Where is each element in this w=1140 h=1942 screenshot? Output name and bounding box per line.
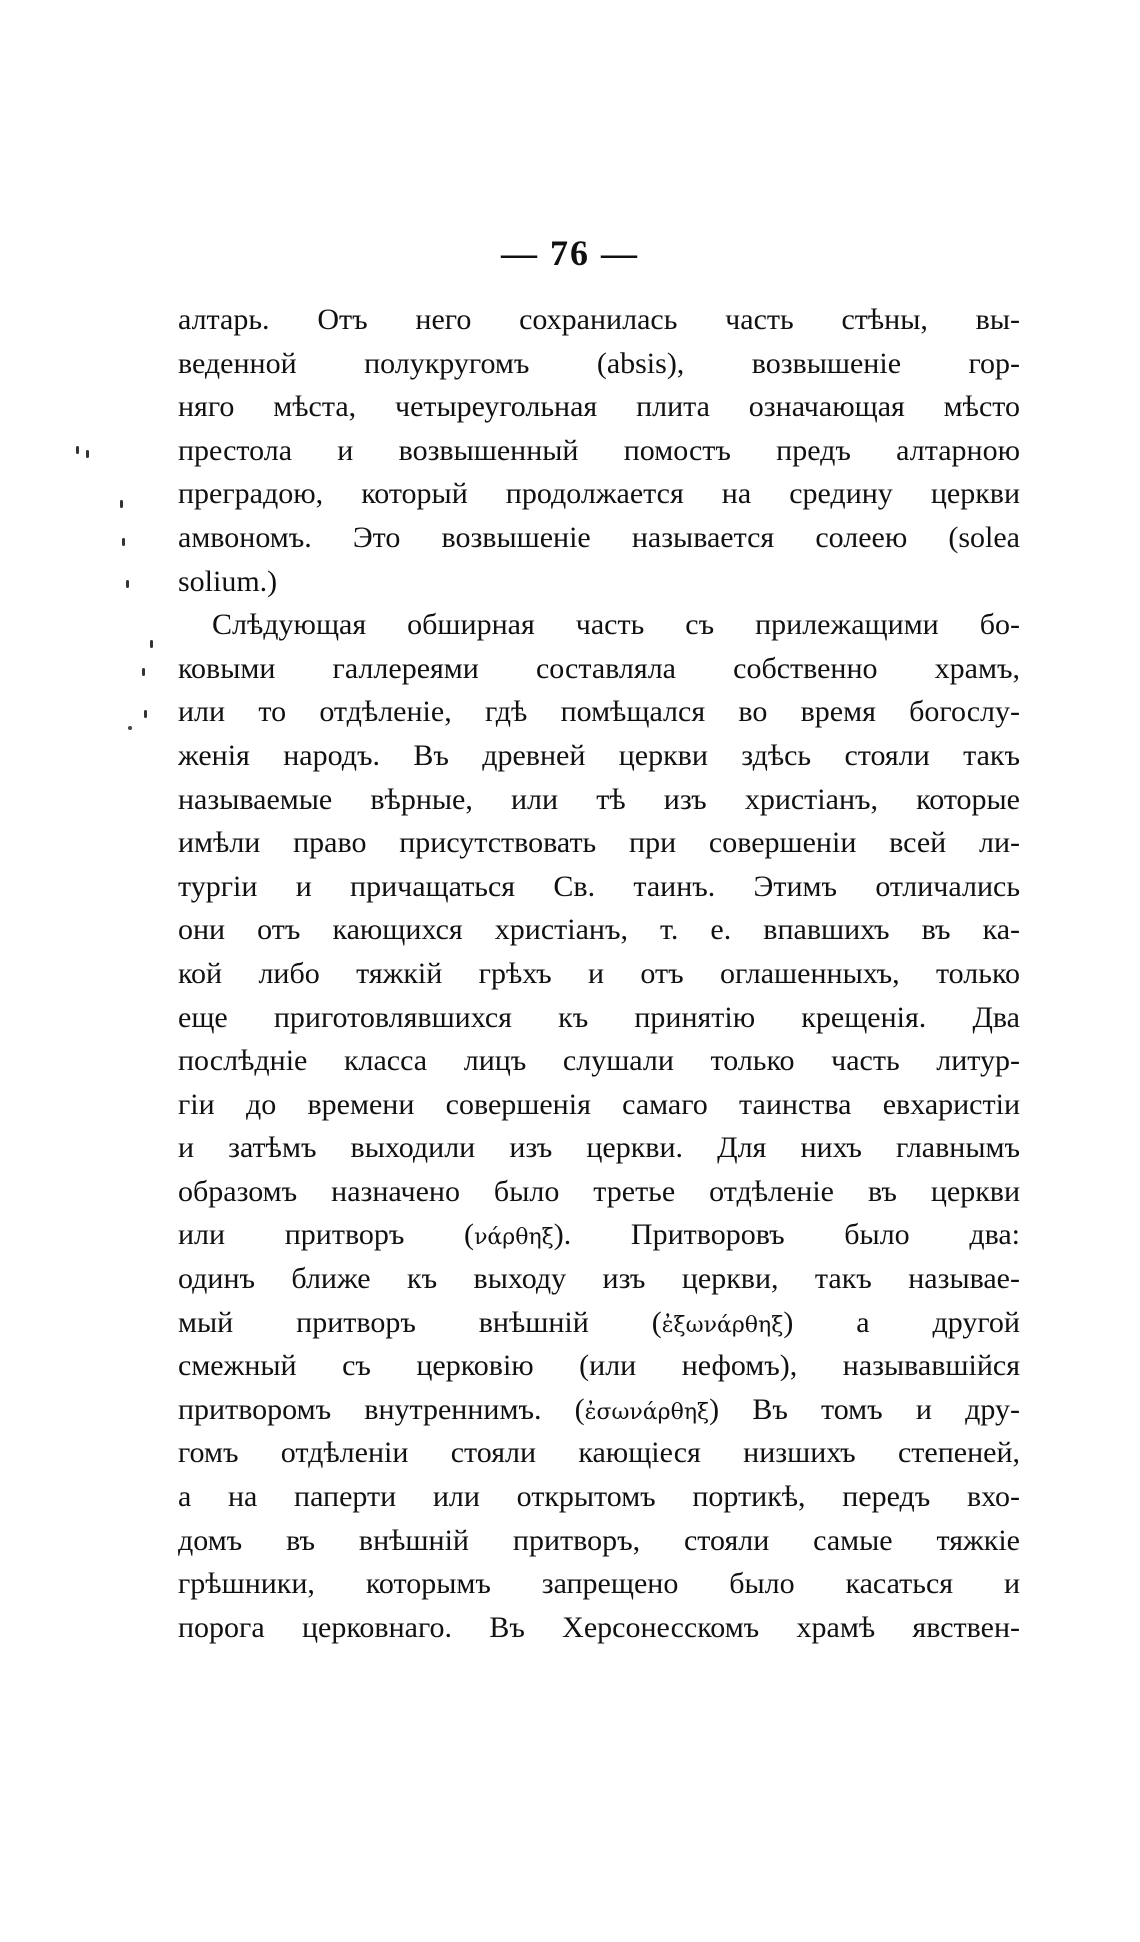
text-line: кой либо тяжкій грѣхъ и отъ оглашенныхъ, только [178,956,1020,990]
text-line: гіи до времени совершенія самаго таинства евхаристіи [178,1087,1020,1121]
text-run: или притворъ ( [178,1218,475,1252]
text-line: преградою, который продолжается на средину церкви [178,477,1020,511]
text-line: грѣшники, которымъ запрещено было касаться и [178,1567,1020,1601]
margin-mark [76,446,79,454]
margin-mark [122,538,125,546]
text-line: еще приготовлявшихся къ принятію крещенія. Два [178,1000,1020,1034]
text-line [178,1301,1020,1345]
text-line [178,1213,1020,1257]
text-line: называемые вѣрные, или тѣ изъ христіанъ, которые [178,782,1020,816]
text-line: тургіи и причащаться Св. таинъ. Этимъ отличались [178,869,1020,903]
text-line: и затѣмъ выходили изъ церкви. Для нихъ главнымъ [178,1131,1020,1165]
text-line: solium.) [178,564,278,598]
margin-mark [120,500,123,508]
paragraph-2 [178,603,1020,1213]
text-run: притворомъ внутреннимъ. ( [178,1392,585,1426]
margin-speck [128,726,132,730]
text-run: ) Въ томъ и дру- [709,1392,1020,1426]
margin-mark [150,640,153,648]
text-line: имѣли право присутствовать при совершеніи всей ли- [178,826,1020,860]
margin-mark [86,450,89,458]
text-run: мый притворъ внѣшній ( [178,1305,662,1339]
text-line: смежный съ церковію (или нефомъ), называвшійся [178,1349,1020,1383]
margin-mark [126,580,129,588]
greek-term: ἐσωνάρθηξ [584,1399,710,1425]
paragraph-1 [178,298,1020,603]
page-number: — 76 — [501,233,639,273]
text-line: они отъ кающихся христіанъ, т. е. впавшихъ въ ка- [178,913,1020,947]
text-line: Слѣдующая обширная часть съ прилежащими бо- [212,608,1020,642]
text-line: домъ въ внѣшній притворъ, стояли самые тяжкіе [178,1523,1020,1557]
text-line: гомъ отдѣленіи стояли кающіеся низшихъ степеней, [178,1436,1020,1470]
text-line: престола и возвышенный помостъ предъ алтарною [178,433,1020,467]
paragraph-2-continued [178,1213,1020,1649]
page-body [178,298,1020,1649]
text-line: послѣдніе класса лицъ слушали только часть литур- [178,1044,1020,1078]
text-run: ). Притворовъ было два: [553,1218,1020,1252]
text-line: одинъ ближе къ выходу изъ церкви, такъ называе- [178,1262,1020,1296]
text-line: а на паперти или открытомъ портикѣ, передъ вхо- [178,1480,1020,1514]
greek-term: νάρθηξ [474,1225,554,1251]
text-line: алтарь. Отъ него сохранилась часть стѣны, вы- [178,303,1020,336]
text-line: амвономъ. Это возвышеніе называется солеею (solea [178,520,1020,554]
text-line: ковыми галлереями составляла собственно храмъ, [178,651,1020,685]
text-line [178,1388,1020,1432]
text-line: няго мѣста, четыреугольная плита означающая мѣсто [178,390,1020,424]
text-line: образомъ назначено было третье отдѣленіе въ церкви [178,1174,1020,1208]
text-line: порога церковнаго. Въ Херсонесскомъ храмѣ явствен- [178,1610,1020,1644]
text-line: женія народъ. Въ древней церкви здѣсь стояли такъ [178,738,1020,772]
text-line: или то отдѣленіе, гдѣ помѣщался во время богослу- [178,695,1020,729]
margin-mark [144,710,147,718]
greek-term: ἐξωνάρθηξ [661,1312,784,1338]
margin-mark [142,668,145,676]
text-line: веденной полукругомъ (absis), возвышеніе гор- [178,346,1020,380]
margin-marks [70,430,160,750]
text-run: ) а другой [783,1305,1020,1339]
